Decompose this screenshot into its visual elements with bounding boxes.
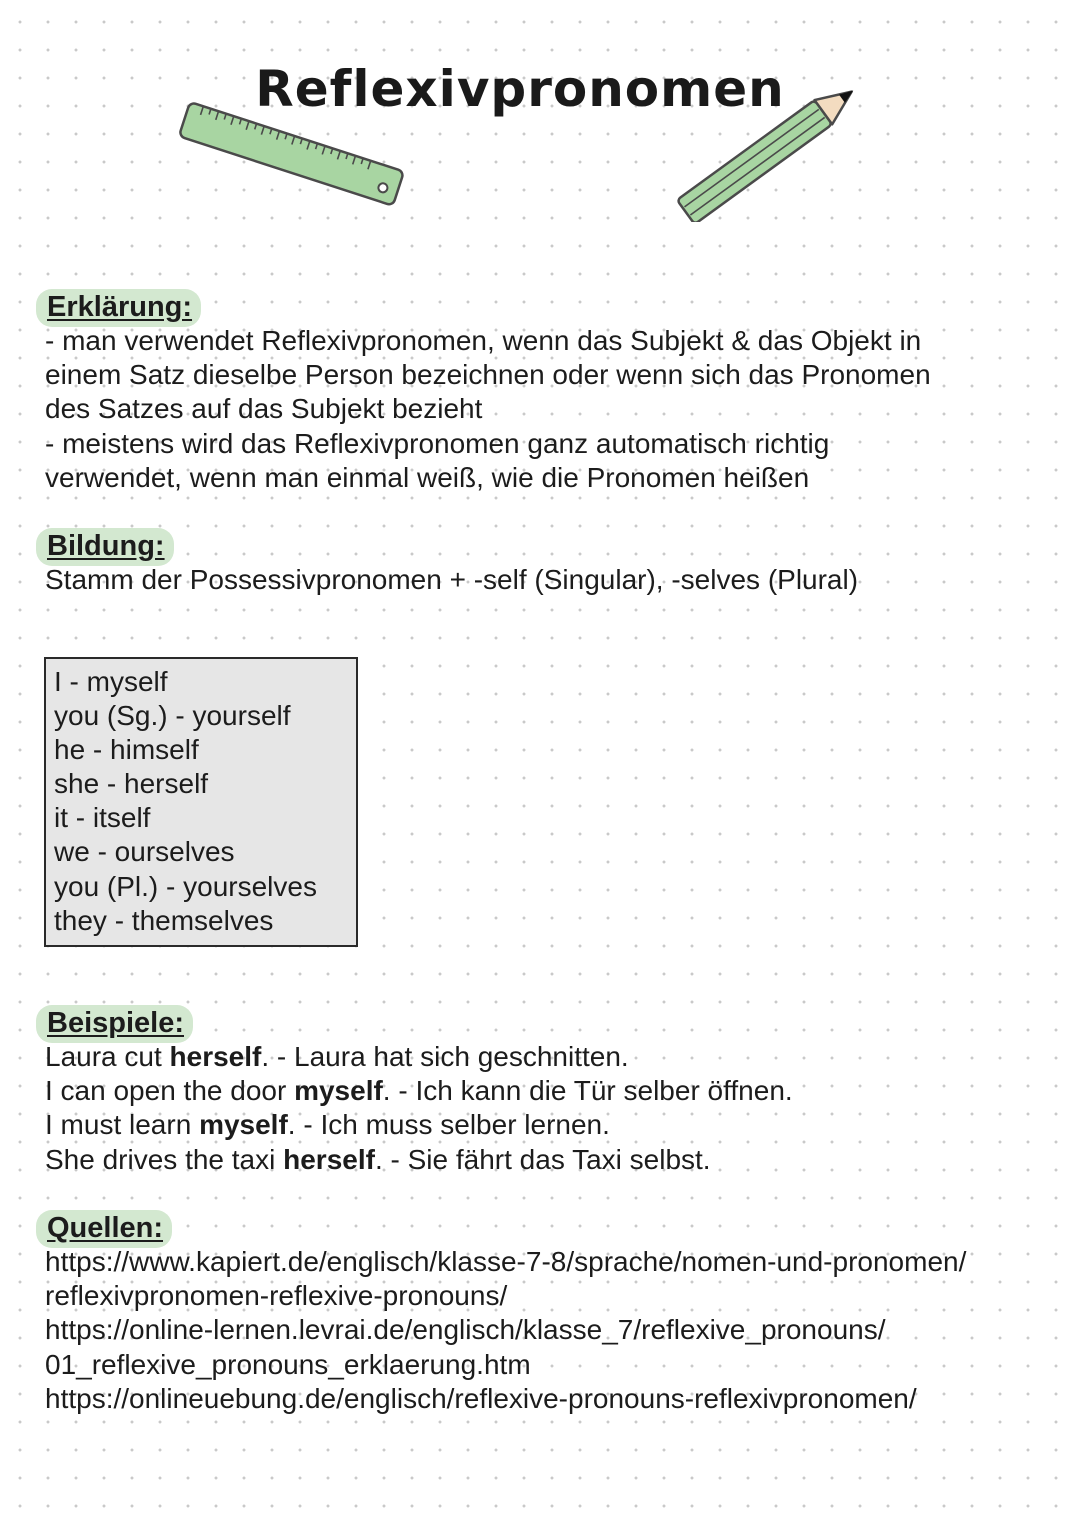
explanation-text	[45, 324, 1045, 495]
pronoun-row: it - itself	[54, 802, 151, 834]
example-item	[45, 1074, 1045, 1108]
source-link[interactable]: reflexivpronomen-reflexive-pronouns/	[45, 1280, 508, 1312]
pronoun-row: you (Sg.) - yourself	[54, 700, 291, 732]
pronoun-table	[44, 657, 358, 947]
formation-heading: Bildung:	[47, 530, 165, 562]
example-pronoun: herself	[283, 1143, 375, 1175]
explanation-line: verwendet, wenn man einmal weiß, wie die Pronomen heißen	[45, 461, 810, 493]
example-translation: . - Laura hat sich geschnitten.	[261, 1041, 629, 1072]
explanation-line: einem Satz dieselbe Person bezeichnen oder wenn sich das Pronomen	[45, 359, 931, 391]
explanation-line: des Satzes auf das Subjekt bezieht	[45, 393, 483, 425]
example-pronoun: myself	[199, 1109, 288, 1141]
pronoun-row: we - ourselves	[54, 836, 235, 868]
example-text: Laura cut	[45, 1041, 170, 1072]
pronoun-row: she - herself	[54, 768, 209, 800]
example-pronoun: myself	[294, 1075, 383, 1107]
source-link[interactable]: https://onlineuebung.de/englisch/reflexive-pronouns-reflexivpronomen/	[45, 1382, 917, 1414]
formation-text: Stamm der Possessivpronomen + -self (Singular), -selves (Plural)	[45, 564, 859, 595]
pronoun-row: I - myself	[54, 666, 168, 697]
example-text: I can open the door	[45, 1075, 295, 1107]
example-pronoun: herself	[169, 1041, 262, 1072]
explanation-line: - meistens wird das Reflexivpronomen ganz automatisch richtig	[45, 427, 830, 459]
source-link[interactable]: https://online-lernen.levrai.de/englisch/klasse_7/reflexive_pronouns/	[45, 1314, 886, 1346]
source-link[interactable]: 01_reflexive_pronouns_erklaerung.htm	[45, 1348, 531, 1380]
ruler-icon	[170, 80, 420, 210]
explanation-heading: Erklärung:	[47, 291, 193, 323]
example-item	[45, 1108, 1045, 1142]
example-item	[45, 1143, 1045, 1177]
pronoun-row: they - themselves	[54, 904, 274, 936]
example-text: She drives the taxi	[45, 1143, 284, 1175]
source-link[interactable]: https://www.kapiert.de/englisch/klasse-7-8/sprache/nomen-und-pronomen/	[45, 1246, 967, 1277]
example-translation: . - Sie fährt das Taxi selbst.	[374, 1143, 711, 1175]
sources-heading: Quellen:	[47, 1212, 164, 1244]
example-text: I must learn	[45, 1109, 200, 1141]
pencil-icon	[655, 62, 870, 222]
examples-heading: Beispiele:	[47, 1007, 184, 1039]
example-item	[45, 1040, 1045, 1074]
formation-section	[45, 529, 1045, 597]
page-title: Reflexivpronomen	[255, 60, 785, 118]
pronoun-row: he - himself	[54, 734, 199, 766]
pronoun-row: you (Pl.) - yourselves	[54, 870, 317, 902]
explanation-line: - man verwendet Reflexivpronomen, wenn das Subjekt & das Objekt in	[45, 325, 922, 356]
examples-section	[45, 1006, 1045, 1177]
sources-section	[45, 1211, 1045, 1416]
example-translation: . - Ich kann die Tür selber öffnen.	[382, 1075, 793, 1107]
example-translation: . - Ich muss selber lernen.	[287, 1109, 610, 1141]
explanation-section	[45, 290, 1045, 495]
